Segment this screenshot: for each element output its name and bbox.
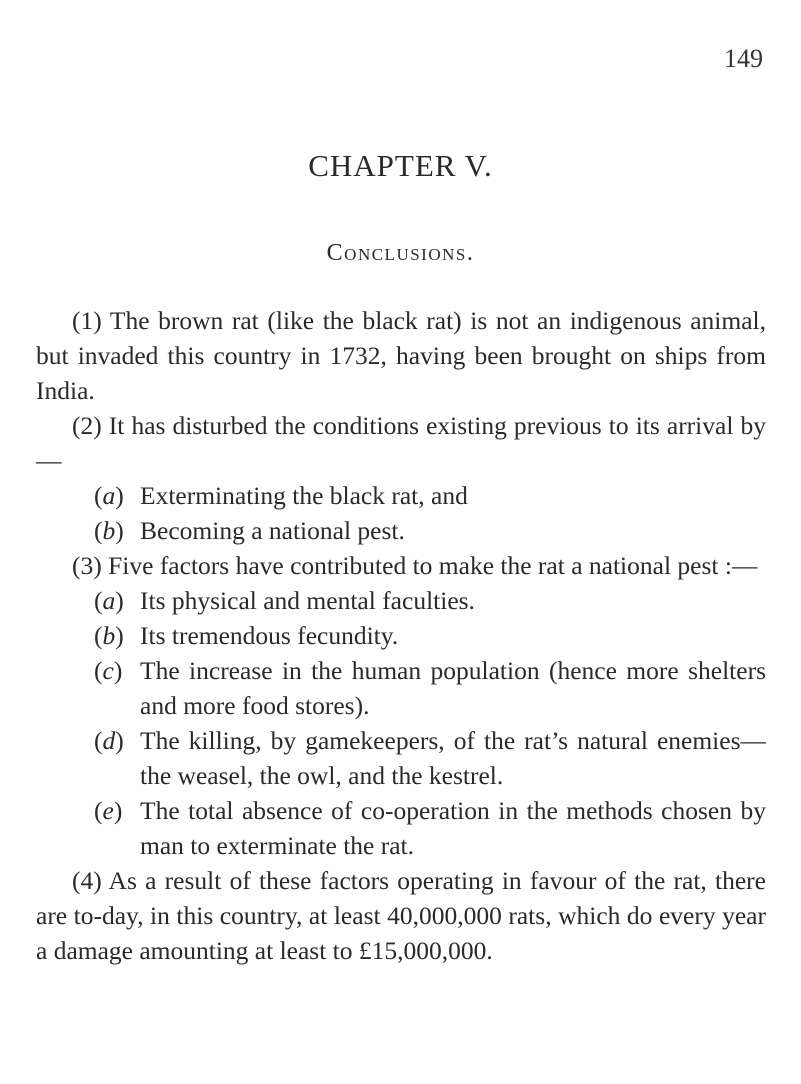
list-item	[36, 478, 766, 513]
list-item-text: Exterminating the black rat, and	[140, 481, 468, 510]
list-item	[36, 583, 766, 618]
list-item-text: The increase in the human population (hence more shelters and more food stores).	[140, 656, 766, 720]
chapter-heading: CHAPTER V.	[308, 148, 493, 183]
list-item-label: (b)	[94, 621, 124, 650]
list-item-label: (a)	[94, 481, 124, 510]
list-item-text: The killing, by gamekeepers, of the rat’s natural enemies—the weasel, the owl, and the kestrel.	[140, 726, 766, 790]
section-heading: Conclusions.	[326, 240, 475, 266]
list-item	[36, 653, 766, 723]
list-item-label: (c)	[94, 656, 123, 685]
list-item	[36, 793, 766, 863]
body-text	[36, 303, 766, 968]
paragraph-2: (2) It has disturbed the conditions existing previous to its arrival by—	[36, 411, 766, 475]
list-item-text: Becoming a national pest.	[140, 516, 405, 545]
list-item-label: (b)	[94, 516, 124, 545]
paragraph-3: (3) Five factors have contributed to make the rat a national pest :—	[72, 551, 758, 580]
page-number: 149	[724, 44, 763, 73]
list-item-text: Its tremendous fecundity.	[140, 621, 399, 650]
list-item-label: (e)	[94, 796, 123, 825]
list-item	[36, 723, 766, 793]
list-item	[36, 618, 766, 653]
list-item-text: The total absence of co-operation in the methods chosen by man to exterminate the rat.	[140, 796, 766, 860]
list-item-label: (a)	[94, 586, 124, 615]
list-item-label: (d)	[94, 726, 124, 755]
list-item-text: Its physical and mental faculties.	[140, 586, 475, 615]
paragraph-4: (4) As a result of these factors operating in favour of the rat, there are to-day, in this country, at least 40,000,000 rats, which do every year a damage amounting at least to £15,000,000.	[36, 866, 766, 965]
list-item	[36, 513, 766, 548]
paragraph-1: (1) The brown rat (like the black rat) is not an indigenous animal, but invaded this country in 1732, having been brought on ships from India.	[36, 306, 766, 405]
